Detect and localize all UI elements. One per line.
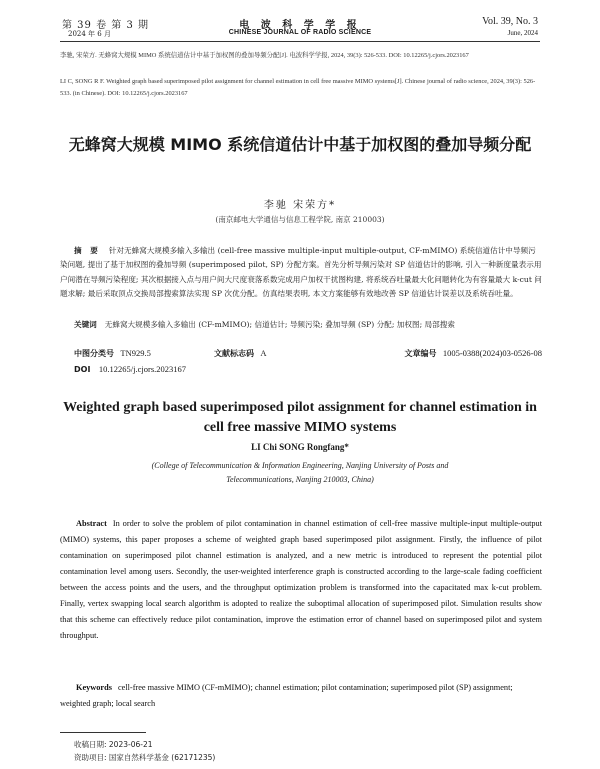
abstract-cn-text: 针对无蜂窝大规模多输入多输出 (cell-free massive multiple-input multiple-output, CF-mMIMO) 系统信道估计中导频污染问题, 提出了基于加权图的叠加导频 (superimposed pilot, SP) 分配方案。首先分析导频污染对 SP 信道估计的影响, 引入一种新度量表示用户间潜在导频污染程度; 其次根据接入点与用户间大尺度衰落系数完成用户加权干扰图构建, 将系统吞吐量最大化问题转化为有容量最大 k-cut 问题求解; 最后采取顶点交换局部搜索算法实现 SP 次优分配。仿真结果表明, 本文方案能够有效地改善 SP 信道估计误差以及系统吞吐量。 <box>60 246 542 299</box>
keywords-cn-text: 无蜂窝大规模多输入多输出 (CF-mMIMO); 信道估计; 导频污染; 叠加导频 (SP) 分配; 加权图; 局部搜索 <box>104 320 455 329</box>
doc-code-value: A <box>260 348 267 358</box>
footnote-rule <box>60 732 146 733</box>
keywords-cn-label: 关键词 <box>74 320 97 329</box>
doi-value: 10.12265/j.cjors.2023167 <box>98 364 187 374</box>
abstract-en-text: In order to solve the problem of pilot contamination in channel estimation of cell-free massive multiple-input multiple-output (MIMO) systems, this paper proposes a scheme of weighted graph based superimposed pilot assignment. Firstly, the influence of pilot contamination on superimposed pilot channel estimation is analyzed, and a new metric is introduced to represent the potential pilot contamination level among users. Secondly, the user-weighted interference graph is constructed according to the large-scale fading coefficient between the access points and the users, and the throughput optimization problem is transformed into the capacitated max k-cut problem. Finally, vertex swapping local search algorithm is adopted to realize the suboptimal allocation of superimposed pilot. Simulation results show that this scheme can effectively reduce pilot contamination, improve the estimation error of channel based on superimposed pilot and system throughput. <box>60 519 542 640</box>
classification-row <box>60 348 542 360</box>
doc-code-label: 文献标志码 <box>214 349 254 358</box>
doc-code <box>214 348 267 359</box>
affiliation-cn: (南京邮电大学通信与信息工程学院, 南京 210003) <box>215 215 385 224</box>
doi-row <box>60 364 542 374</box>
abstract-cn-label: 摘 要 <box>74 246 101 255</box>
title-en: Weighted graph based superimposed pilot assignment for channel estimation in cell free massive MIMO systems <box>63 400 537 435</box>
journal-name-cn: 电 波 科 学 学 报 <box>239 20 361 31</box>
keywords-en <box>60 680 542 712</box>
running-header <box>60 16 540 42</box>
volume-cn: 第 39 卷 第 3 期 <box>62 20 149 31</box>
clc <box>74 348 151 359</box>
received-date: 收稿日期: 2023-06-21 <box>74 740 153 749</box>
clc-value: TN929.5 <box>120 348 151 358</box>
citation-cn: 李驰, 宋荣方. 无蜂窝大规模 MIMO 系统信道估计中基于加权图的叠加导频分配[J]. 电波科学学报, 2024, 39(3): 526-533. DOI: 10.12265/j.cjors.2023167 <box>60 52 469 59</box>
abstract-en <box>60 516 542 644</box>
journal-name-en: CHINESE JOURNAL OF RADIO SCIENCE <box>228 29 372 36</box>
abstract-cn <box>60 244 542 302</box>
authors-en: LI Chi SONG Rongfang* <box>251 442 349 452</box>
authors-cn: 李驰 宋荣方* <box>263 200 337 211</box>
funding: 资助项目: 国家自然科学基金 (62171235) <box>74 753 216 762</box>
clc-label: 中图分类号 <box>74 349 114 358</box>
article-number <box>404 348 542 359</box>
date-en: June, 2024 <box>507 29 538 37</box>
header-rule <box>60 41 540 42</box>
doi-label: DOI <box>74 365 91 374</box>
date-cn: 2024 年 6 月 <box>68 30 111 38</box>
article-number-value: 1005-0388(2024)03-0526-08 <box>442 348 542 358</box>
article-number-label: 文章编号 <box>404 349 437 358</box>
title-cn: 无蜂窝大规模 MIMO 系统信道估计中基于加权图的叠加导频分配 <box>68 135 532 154</box>
keywords-cn <box>60 318 542 332</box>
citation-en: LI C, SONG R F. Weighted graph based superimposed pilot assignment for channel estimation in cell free massive MIMO systems[J]. Chinese journal of radio science, 2024, 39(3): 526-533. (in Chinese). DOI: 10.12265/j.cjors.2023167 <box>60 78 536 97</box>
volume-en: Vol. 39, No. 3 <box>482 16 538 27</box>
abstract-en-label: Abstract <box>76 519 107 528</box>
keywords-en-text: cell-free massive MIMO (CF-mMIMO); channel estimation; pilot contamination; superimposed pilot (SP) assignment; weighted graph; local search <box>60 683 513 708</box>
affiliation-en: (College of Telecommunication & Information Engineering, Nanjing University of Posts and Telecommunications, Nanjing 210003, China) <box>151 461 449 484</box>
keywords-en-label: Keywords <box>76 683 112 692</box>
